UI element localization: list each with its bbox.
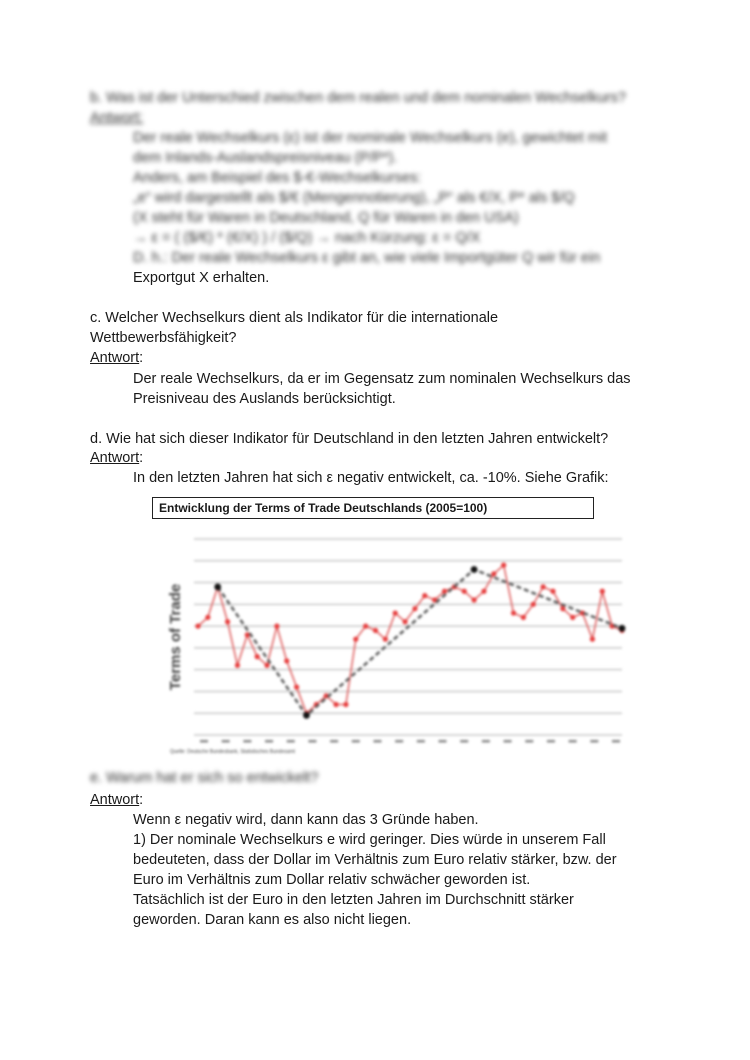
x-tick-label	[612, 740, 620, 743]
data-point	[343, 702, 348, 707]
x-tick-label	[525, 740, 533, 743]
terms-of-trade-chart	[150, 525, 630, 760]
chart-trend	[214, 566, 625, 719]
data-point	[225, 619, 230, 624]
data-point	[422, 593, 427, 598]
answer-c-line2: Preisniveau des Auslands berücksichtigt.	[133, 391, 396, 407]
answer-e-line: geworden. Daran kann es also nicht liegen.	[133, 912, 412, 928]
answer-b-line: „e“ wird dargestellt als $/€ (Mengennotierung), „P“ als €/X, P* als $/Q	[133, 190, 575, 206]
answer-label-colon: :	[139, 350, 144, 366]
x-tick-label	[569, 740, 577, 743]
data-point	[284, 658, 289, 663]
answer-b-line: Anders, am Beispiel des $-€-Wechselkurses:	[133, 170, 422, 186]
x-tick-label	[243, 740, 251, 743]
data-point	[442, 589, 447, 594]
x-tick-label	[222, 740, 230, 743]
answer-e-line: 1) Der nominale Wechselkurs e wird geringer. Dies würde in unserem Fall	[133, 832, 606, 848]
answer-b-line: → ε = ( ($/€) * (€/X) ) / ($/Q) → nach Kürzung: ε = Q/X	[133, 230, 481, 246]
data-point	[205, 615, 210, 620]
data-point	[294, 684, 299, 689]
x-tick-label	[504, 740, 512, 743]
x-tick-label	[547, 740, 555, 743]
chart-title-box	[152, 497, 594, 519]
answer-d-line1: In den letzten Jahren hat sich ε negativ entwickelt, ca. -10%. Siehe Grafik:	[133, 470, 609, 486]
x-tick-label	[330, 740, 338, 743]
answer-label-e	[90, 790, 143, 810]
answer-b-last-line: Exportgut X erhalten.	[133, 270, 270, 286]
data-point	[491, 571, 496, 576]
answer-label-colon: :	[139, 792, 144, 808]
question-d: d. Wie hat sich dieser Indikator für Deutschland in den letzten Jahren entwickelt?	[90, 431, 609, 447]
answer-label-text: Antwort	[90, 792, 140, 808]
data-point	[383, 637, 388, 642]
chart-plot	[167, 539, 625, 755]
chart-source: Quelle: Deutsche Bundesbank, Statistisches Bundesamt	[170, 749, 296, 755]
data-point	[550, 589, 555, 594]
chart-grid	[194, 539, 622, 735]
x-tick-label	[395, 740, 403, 743]
answer-e-line: bedeuteten, dass der Dollar im Verhältnis zum Euro relativ stärker, bzw. der	[133, 852, 617, 868]
question-c-line1: c. Welcher Wechselkurs dient als Indikator für die internationale	[90, 310, 499, 326]
x-tick-label	[590, 740, 598, 743]
data-point	[353, 637, 358, 642]
x-tick-label	[200, 740, 208, 743]
answer-c-line1: Der reale Wechselkurs, da er im Gegensatz zum nominalen Wechselkurs das	[133, 371, 631, 387]
data-point	[264, 663, 269, 668]
data-point	[393, 610, 398, 615]
trend-point	[619, 625, 626, 632]
data-point	[511, 610, 516, 615]
data-point	[333, 702, 338, 707]
data-point	[245, 632, 250, 637]
chart-ylabel: Terms of Trade	[167, 583, 184, 691]
answer-e-line: Euro im Verhältnis zum Dollar relativ schwächer geworden ist.	[133, 872, 531, 888]
answer-label-c	[90, 348, 143, 368]
answer-b-line: dem Inlands-Auslandspreisniveau (P/P*).	[133, 150, 398, 166]
x-tick-label	[352, 740, 360, 743]
trend-point	[471, 566, 478, 573]
chart-xticks	[200, 740, 620, 743]
answer-label-d	[90, 448, 143, 468]
answer-b-line: Der reale Wechselkurs (ε) ist der nominale Wechselkurs (e), gewichtet mit	[133, 130, 608, 146]
x-tick-label	[287, 740, 295, 743]
data-point	[531, 602, 536, 607]
chart-title: Entwicklung der Terms of Trade Deutschlands (2005=100)	[159, 501, 488, 515]
data-point	[541, 584, 546, 589]
data-point	[471, 597, 476, 602]
question-c-line2: Wettbewerbsfähigkeit?	[90, 330, 237, 346]
data-point	[481, 589, 486, 594]
trend-point	[303, 712, 310, 719]
data-point	[373, 628, 378, 633]
question-b: b. Was ist der Unterschied zwischen dem realen und dem nominalen Wechselkurs?	[90, 90, 626, 106]
answer-e-line: Wenn ε negativ wird, dann kann das 3 Gründe haben.	[133, 812, 479, 828]
trend-line	[218, 569, 622, 715]
question-e: e. Warum hat er sich so entwickelt?	[90, 770, 319, 786]
data-point	[235, 663, 240, 668]
x-tick-label	[482, 740, 490, 743]
answer-label-b: Antwort:	[90, 110, 144, 126]
chart-series	[195, 563, 624, 716]
x-tick-label	[460, 740, 468, 743]
answer-b-line: (X steht für Waren in Deutschland, Q für Waren in den USA)	[133, 210, 519, 226]
data-point	[501, 563, 506, 568]
data-point	[462, 589, 467, 594]
data-point	[521, 615, 526, 620]
x-tick-label	[308, 740, 316, 743]
data-point	[195, 624, 200, 629]
x-tick-label	[373, 740, 381, 743]
answer-b-line: D. h.: Der reale Wechselkurs ε gibt an, wie viele Importgüter Q wir für ein	[133, 250, 601, 266]
x-tick-label	[265, 740, 273, 743]
answer-e-line: Tatsächlich ist der Euro in den letzten Jahren im Durchschnitt stärker	[133, 892, 574, 908]
data-point	[600, 589, 605, 594]
answer-label-text: Antwort	[90, 350, 140, 366]
data-point	[570, 615, 575, 620]
data-point	[590, 637, 595, 642]
answer-label-colon: :	[139, 450, 144, 466]
trend-point	[214, 584, 221, 591]
x-tick-label	[439, 740, 447, 743]
answer-label-text: Antwort	[90, 450, 140, 466]
x-tick-label	[417, 740, 425, 743]
data-point	[363, 624, 368, 629]
data-point	[402, 619, 407, 624]
data-point	[274, 624, 279, 629]
data-point	[560, 606, 565, 611]
data-point	[412, 606, 417, 611]
data-point	[255, 654, 260, 659]
